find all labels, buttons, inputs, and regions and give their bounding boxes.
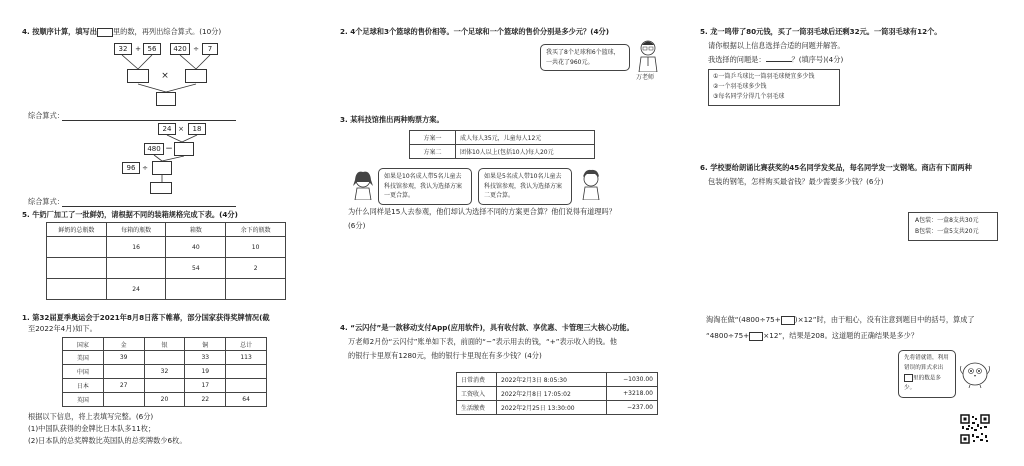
q4-title: 4. 按顺序计算，填写出 bbox=[22, 27, 97, 36]
blank-box[interactable] bbox=[781, 316, 795, 325]
table-cell: 方案二 bbox=[410, 145, 456, 159]
option-item[interactable]: ③每名同学分得几个羽毛球 bbox=[713, 93, 785, 101]
blank-box[interactable] bbox=[185, 69, 207, 83]
speech-bubble: 我买了8个足球和6个篮球，一共花了960元。 bbox=[540, 44, 630, 71]
table-cell: 成人每人35元，儿童每人12元 bbox=[456, 131, 595, 145]
hint-text-b: 里的数是多少。 bbox=[904, 375, 941, 391]
tree-num-56: 56 bbox=[143, 43, 161, 55]
table-row bbox=[410, 145, 595, 159]
qr-code-icon[interactable] bbox=[960, 414, 990, 444]
table-row bbox=[47, 237, 286, 258]
table-cell: 中国 bbox=[63, 365, 104, 379]
blank-box-icon bbox=[904, 374, 913, 382]
table-cell: 17 bbox=[185, 379, 226, 393]
boy-icon bbox=[578, 168, 604, 200]
hint-bubble bbox=[898, 350, 956, 398]
table-row bbox=[63, 365, 267, 379]
table-header: 余下的瓶数 bbox=[226, 223, 286, 237]
answer-line bbox=[62, 206, 236, 207]
formula-label-2: 综合算式： bbox=[28, 197, 64, 206]
table-cell: 39 bbox=[103, 351, 144, 365]
table-header: 金 bbox=[103, 338, 144, 351]
q1-info-1: (1)中国队获得的金牌比日本队多11枚； bbox=[28, 424, 156, 433]
hint-text-a: 先将错就错，利用错误的算式求出 bbox=[904, 355, 949, 371]
blank-box-icon bbox=[97, 28, 113, 37]
medal-table bbox=[62, 337, 267, 407]
table-header: 银 bbox=[144, 338, 185, 351]
table-cell[interactable] bbox=[226, 365, 267, 379]
table-header: 鲜奶的总瓶数 bbox=[47, 223, 107, 237]
table-header: 总计 bbox=[226, 338, 267, 351]
table-row bbox=[410, 131, 595, 145]
q3-question: 为什么同样是15人去参观，他们却认为选择不同的方案更合算？他们说得有道理吗？ bbox=[348, 207, 616, 216]
times-sign: × bbox=[178, 125, 184, 133]
table-cell: 2022年2月8日 17:05:02 bbox=[497, 387, 607, 401]
table-row bbox=[47, 258, 286, 279]
q5-title: 5. 牛奶厂加工了一批鲜奶，请根据不同的装箱规格完成下表。(4分) bbox=[22, 210, 238, 219]
table-cell: 日常消费 bbox=[457, 373, 497, 387]
table-cell: 20 bbox=[144, 393, 185, 407]
q7-line-1a: 淘淘在做“(4800÷75+ bbox=[706, 315, 781, 324]
table-cell: 生活缴费 bbox=[457, 401, 497, 415]
formula-label: 综合算式： bbox=[28, 111, 64, 120]
table-cell: 24 bbox=[106, 279, 166, 300]
q7-line-1b: )×12”时，由于粗心，没有注意到题目中的括号，算成了 bbox=[794, 315, 975, 324]
table-cell: −1030.00 bbox=[607, 373, 658, 387]
table-row bbox=[63, 379, 267, 393]
table-cell: 54 bbox=[166, 258, 226, 279]
q7-line-2a: “4800÷75+ bbox=[706, 331, 750, 340]
package-box bbox=[908, 212, 998, 241]
blank-box[interactable] bbox=[156, 92, 176, 106]
table-row bbox=[63, 351, 267, 365]
tree-num-480: 480 bbox=[144, 143, 164, 155]
bird-mascot-icon bbox=[958, 358, 992, 388]
table-cell: +3218.00 bbox=[607, 387, 658, 401]
q1-info-2: (2)日本队的总奖牌数比英国队的总奖牌数少6枚。 bbox=[28, 436, 187, 445]
tree-num-7: 7 bbox=[202, 43, 218, 55]
teacher-icon bbox=[634, 38, 662, 72]
table-cell[interactable] bbox=[144, 379, 185, 393]
minus-sign: − bbox=[165, 144, 173, 154]
table-cell[interactable] bbox=[226, 279, 286, 300]
q4b-line-1: 4. “云闪付”是一款移动支付App(应用软件)，具有收付款、享优惠、卡管理三大核心功能。 bbox=[340, 323, 634, 332]
table-cell: 方案一 bbox=[410, 131, 456, 145]
tree-lines bbox=[110, 55, 230, 115]
table-cell: 日本 bbox=[63, 379, 104, 393]
plan-table bbox=[409, 130, 595, 159]
table-cell: 32 bbox=[144, 365, 185, 379]
plus-sign: + bbox=[135, 45, 141, 53]
options-box bbox=[708, 69, 840, 106]
table-cell[interactable] bbox=[144, 351, 185, 365]
tree-num-32: 32 bbox=[114, 43, 132, 55]
table-cell: 40 bbox=[166, 237, 226, 258]
q5b-line-2: 请你根据以上信息选择合适的问题并解答。 bbox=[708, 41, 845, 50]
blank-box[interactable] bbox=[127, 69, 149, 83]
blank-box[interactable] bbox=[749, 332, 763, 341]
table-cell: 2022年2月3日 8:05:30 bbox=[497, 373, 607, 387]
table-header: 铜 bbox=[185, 338, 226, 351]
table-cell[interactable] bbox=[106, 258, 166, 279]
q4-title-tail: 里的数，再列出综合算式。(10分) bbox=[112, 27, 222, 36]
table-header: 国家 bbox=[63, 338, 104, 351]
table-row bbox=[457, 373, 658, 387]
bill-table bbox=[456, 372, 658, 415]
q4b-line-2: 万老师2月份“云闪付”账单如下表，前面的“−”表示用去的钱，“+”表示收入的钱。他 bbox=[348, 337, 617, 346]
teacher-name: 万老师 bbox=[636, 74, 655, 81]
table-cell[interactable] bbox=[226, 379, 267, 393]
q4b-line-3: 的银行卡里原有1280元，他的银行卡里现在有多少钱？(4分) bbox=[348, 351, 542, 360]
q1-title-2: 至2022年4月)如下。 bbox=[28, 324, 97, 333]
table-cell: 团体10人以上(包括10人)每人20元 bbox=[456, 145, 595, 159]
q5b-line-3a: 我选择的问题是： bbox=[708, 55, 766, 64]
table-header: 每箱的瓶数 bbox=[106, 223, 166, 237]
table-cell: 10 bbox=[226, 237, 286, 258]
table-cell: 22 bbox=[185, 393, 226, 407]
tree-num-420: 420 bbox=[170, 43, 190, 55]
table-cell[interactable] bbox=[47, 279, 107, 300]
tree-num-96: 96 bbox=[122, 162, 140, 174]
table-cell: 英国 bbox=[63, 393, 104, 407]
table-row bbox=[457, 387, 658, 401]
table-cell: 64 bbox=[226, 393, 267, 407]
speech-bubble-right: 如果是5名成人带10名儿童去科技馆参观，我认为选择方案二更合算。 bbox=[478, 168, 572, 205]
q6-line-1: 6. 学校要给朗诵比赛获奖的45名同学发奖品，每名同学发一支钢笔。商店有下面两种 bbox=[700, 163, 972, 172]
q1-note: 根据以下信息，将上表填写完整。(6分) bbox=[28, 412, 154, 421]
answer-blank[interactable] bbox=[766, 61, 792, 62]
table-header: 箱数 bbox=[166, 223, 226, 237]
milk-table bbox=[46, 222, 286, 300]
table-cell: 33 bbox=[185, 351, 226, 365]
table-cell[interactable] bbox=[103, 393, 144, 407]
table-row bbox=[457, 401, 658, 415]
q1-title: 1. 第32届夏季奥运会于2021年8月8日落下帷幕，部分国家获得奖牌情况(截 bbox=[22, 313, 270, 322]
table-cell: 16 bbox=[106, 237, 166, 258]
table-cell: 美国 bbox=[63, 351, 104, 365]
times-sign: × bbox=[161, 71, 169, 81]
table-cell: 2022年2月25日 13:30:00 bbox=[497, 401, 607, 415]
speech-bubble-left: 如果是10名成人带5名儿童去科技馆参观，我认为选择方案一更合算。 bbox=[378, 168, 472, 205]
divide-sign: ÷ bbox=[193, 45, 199, 53]
table-row bbox=[63, 393, 267, 407]
package-b: B包装：一盒5支共20元 bbox=[915, 228, 979, 236]
tree-num-18: 18 bbox=[188, 123, 206, 135]
table-cell: 27 bbox=[103, 379, 144, 393]
table-cell[interactable] bbox=[47, 237, 107, 258]
table-cell[interactable] bbox=[47, 258, 107, 279]
q6-line-2: 包装的钢笔，怎样购买最省钱？最少需要多少钱？(6分) bbox=[708, 177, 884, 186]
table-cell: 19 bbox=[185, 365, 226, 379]
tree-num-24: 24 bbox=[158, 123, 176, 135]
table-cell: 2 bbox=[226, 258, 286, 279]
table-cell: 工资收入 bbox=[457, 387, 497, 401]
q3-score: (6分) bbox=[348, 221, 366, 230]
table-row bbox=[47, 279, 286, 300]
option-item[interactable]: ①一筒乒乓球比一筒羽毛球便宜多少钱 bbox=[713, 73, 815, 80]
table-cell: 113 bbox=[226, 351, 267, 365]
girl-icon bbox=[350, 170, 376, 200]
option-item[interactable]: ②一个羽毛球多少钱 bbox=[713, 83, 767, 91]
q5b-line-1: 5. 龙一鸣带了80元钱，买了一筒羽毛球后还剩32元。一筒羽毛球有12个。 bbox=[700, 27, 942, 36]
package-a: A包装：一盒8支共30元 bbox=[915, 217, 979, 224]
table-cell[interactable] bbox=[103, 365, 144, 379]
tree-lines-2 bbox=[130, 135, 210, 185]
q3-title: 3. 某科技馆推出两种购票方案。 bbox=[340, 115, 444, 124]
q5b-line-3b: ？(填序号)(4分) bbox=[791, 55, 844, 64]
answer-line bbox=[62, 120, 236, 121]
table-cell: −237.00 bbox=[607, 401, 658, 415]
q2-title: 2. 4个足球和3个篮球的售价相等。一个足球和一个篮球的售价分别是多少元？(4分) bbox=[340, 27, 609, 36]
q7-line-2b: ×12”，结果是208。这道题的正确结果是多少？ bbox=[763, 331, 919, 340]
divide-sign: ÷ bbox=[142, 164, 148, 172]
blank-box[interactable] bbox=[150, 182, 172, 194]
table-cell[interactable] bbox=[166, 279, 226, 300]
